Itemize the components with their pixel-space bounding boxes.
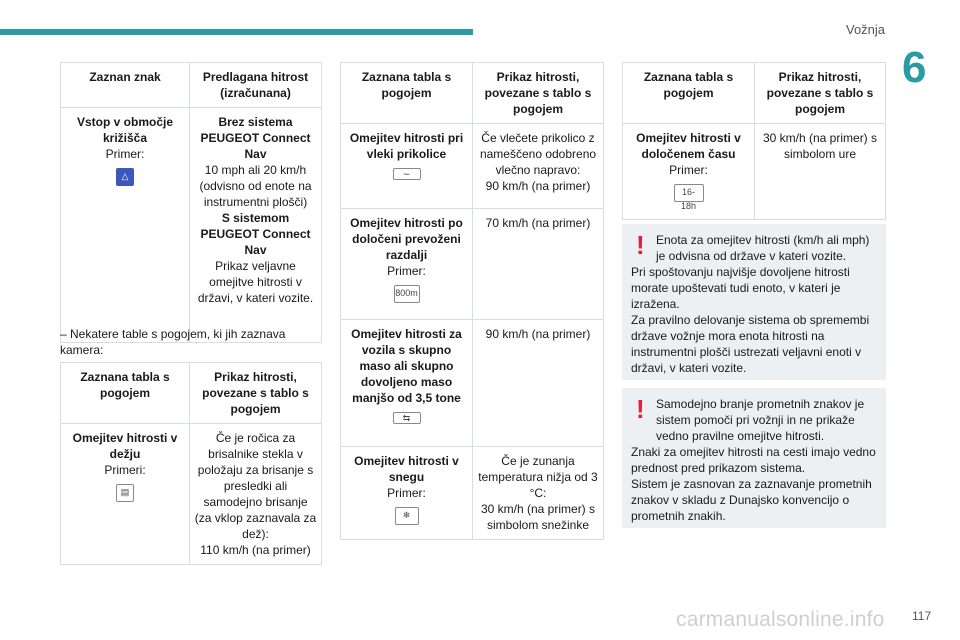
time-period-icon: 16-18h (674, 184, 704, 202)
table-header: Zaznan znak (61, 63, 190, 108)
condition-value: 90 km/h (na primer) (485, 179, 591, 193)
table-cell (473, 124, 604, 209)
condition-title: Omejitev hitrosti po določeni prevoženi razdalji (350, 216, 463, 262)
page-number: 117 (912, 609, 932, 623)
condition-value: Če je zunanja temperatura nižja od 3 °C: (478, 454, 598, 500)
table-cell (61, 424, 190, 565)
table-header: Zaznana tabla s pogojem (61, 363, 190, 424)
condition-title: Omejitev hitrosti v snegu (354, 454, 459, 484)
table-cell (473, 209, 604, 320)
table-cell (341, 320, 473, 447)
conditional-signs-table (340, 62, 604, 540)
condition-title: Omejitev hitrosti za vozila s skupno maso ali skupno dovoljeno maso manjšo od 3,5 tone (351, 327, 462, 405)
condition-value: 90 km/h (na primer) (485, 327, 591, 341)
table-cell (341, 447, 473, 540)
table-cell (623, 124, 755, 220)
rain-limit-table (60, 362, 322, 565)
time-limit-table (622, 62, 886, 220)
condition-title: Omejitev hitrosti v določenem času (636, 131, 741, 161)
condition-example: Primer: (387, 264, 426, 278)
snowflake-icon: ❄ (395, 507, 419, 525)
table-cell (473, 320, 604, 447)
note-text: Enota za omejitev hitrosti (km/h ali mph) je odvisna od države v kateri vozite. (656, 233, 870, 263)
table-cell (190, 424, 322, 565)
note-text: Za pravilno delovanje sistema ob spremembi države vožnje mora enota hitrosti na instrumentni plošči ustrezati veljavni enoti v državi, v kateri vozite. (631, 313, 870, 375)
trailer-icon: ∼ (393, 168, 421, 180)
condition-value: Če je ročica za brisalnike stekla v položaju za brisanje s presledki ali samodejno brisanje (za vklop zaznavala za dež): (194, 431, 317, 541)
table-header: Zaznana tabla s pogojem (341, 63, 473, 124)
speed-condition: S sistemom PEUGEOT Connect Nav (200, 211, 311, 257)
chapter-number: 6 (902, 43, 927, 92)
speed-condition: Brez sistema PEUGEOT Connect Nav (200, 115, 311, 161)
table-cell (755, 124, 886, 220)
intro-text: – Nekatere table s pogojem, ki jih zaznava kamera: (60, 327, 286, 357)
sign-example: Primer: (105, 147, 145, 161)
detected-sign-table (60, 62, 322, 343)
table-header: Zaznana tabla s pogojem (623, 63, 755, 124)
condition-value: 30 km/h (na primer) s simbolom snežinke (480, 502, 596, 532)
rain-icon: ▤ (116, 484, 134, 502)
distance-icon: 800m (394, 285, 420, 303)
speed-value: Prikaz veljavne omejitve hitrosti v državi, v kateri vozite. (197, 259, 314, 305)
header-accent-bar (0, 29, 473, 35)
condition-value: 110 km/h (na primer) (200, 543, 311, 557)
note-text: Sistem je zasnovan za zaznavanje prometnih znakov v skladu z Dunajsko konvencijo o prometnih znakih. (631, 477, 872, 523)
sign-title: Vstop v območje križišča (76, 115, 174, 145)
table-cell (341, 124, 473, 209)
watermark: carmanualsonline.info (676, 608, 885, 631)
warning-icon: ! (636, 230, 645, 260)
table-header: Prikaz hitrosti, povezane s tablo s pogojem (190, 363, 322, 424)
note-text: Samodejno branje prometnih znakov je sistem pomoči pri vožnji in ne prikaže vedno pravilne omejitve hitrosti. (656, 397, 865, 443)
condition-value: Če vlečete prikolico z nameščeno odobreno vlečno napravo: (479, 131, 597, 177)
table-cell (61, 108, 190, 343)
table-cell (190, 108, 322, 343)
condition-example: Primer: (387, 486, 426, 500)
section-title: Vožnja (846, 22, 886, 37)
warning-note (622, 388, 886, 528)
condition-example: Primer: (669, 163, 708, 177)
condition-value: 70 km/h (na primer) (485, 216, 591, 230)
table-cell (473, 447, 604, 540)
condition-title: Omejitev hitrosti pri vleki prikolice (349, 131, 464, 161)
note-text: Znaki za omejitev hitrosti na cesti imajo vedno prednost pred prikazom sistema. (631, 445, 876, 475)
truck-weight-icon: ⇆ (393, 412, 421, 424)
warning-note (622, 224, 886, 380)
table-header: Prikaz hitrosti, povezane s tablo s pogojem (473, 63, 604, 124)
condition-example: Primeri: (104, 463, 146, 477)
warning-icon: ! (636, 394, 645, 424)
intersection-zone-icon: △ (116, 168, 134, 186)
condition-title: Omejitev hitrosti v dežju (72, 431, 178, 461)
table-header: Prikaz hitrosti, povezane s tablo s pogojem (755, 63, 886, 124)
condition-value: 30 km/h (na primer) s simbolom ure (762, 131, 878, 161)
table-header: Predlagana hitrost (izračunana) (190, 63, 322, 108)
speed-value: 10 mph ali 20 km/h (odvisno od enote na instrumentni plošči) (199, 163, 312, 209)
note-text: Pri spoštovanju najvišje dovoljene hitrosti morate upoštevati tudi enoto, v kateri je izražena. (631, 265, 850, 311)
table-cell (341, 209, 473, 320)
